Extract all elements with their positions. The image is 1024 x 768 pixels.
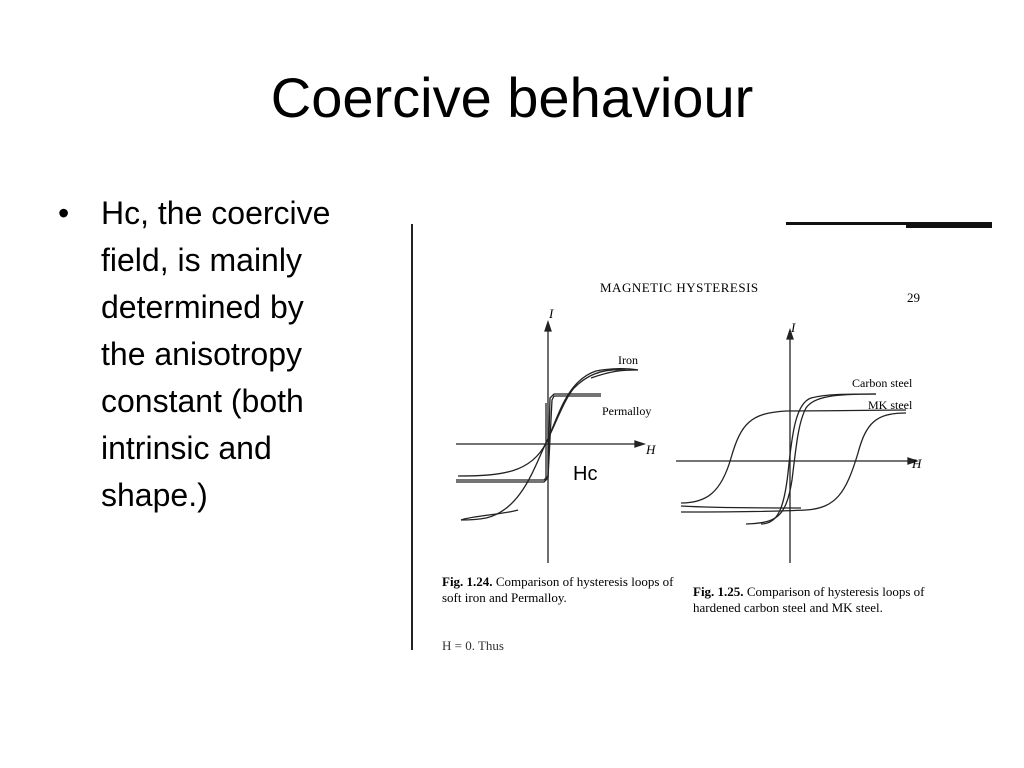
- caption-text-line: Comparison of hysteresis loops of: [495, 574, 674, 589]
- slide-title: Coercive behaviour: [270, 66, 754, 129]
- left-y-axis-label: I: [549, 306, 554, 321]
- caption-text-line: Comparison of hysteresis loops of: [746, 584, 925, 599]
- permalloy-label: Permalloy: [602, 404, 652, 418]
- bullet-line: determined by: [101, 289, 304, 325]
- right-x-axis-label: H: [912, 456, 922, 471]
- scanned-figure: [406, 218, 992, 650]
- caption-fig-number: Fig. 1.25.: [693, 584, 744, 599]
- caption-fig-1-25: [693, 584, 983, 616]
- left-x-arrow: [635, 441, 644, 447]
- bullet-line: constant (both: [101, 383, 304, 419]
- bullet-marker: •: [58, 195, 70, 231]
- bullet-text: [101, 190, 401, 519]
- carbon-steel-label: Carbon steel: [852, 376, 913, 390]
- caption-text-line: hardened carbon steel and MK steel.: [693, 600, 883, 615]
- left-x-axis-label: H: [646, 442, 656, 457]
- bullet-line: field, is mainly: [101, 242, 302, 278]
- caption-text-line: soft iron and Permalloy.: [442, 590, 567, 605]
- bullet-line: intrinsic and: [101, 430, 272, 466]
- mk-steel-label: MK steel: [868, 398, 913, 412]
- caption-fig-number: Fig. 1.24.: [442, 574, 493, 589]
- figure-page-number: 29: [907, 290, 920, 305]
- caption-fig-1-24: [442, 574, 682, 606]
- hc-annotation: Hc: [573, 463, 598, 485]
- bullet-line: shape.): [101, 477, 208, 513]
- left-y-arrow: [545, 322, 551, 331]
- cut-off-text: H = 0. Thus: [442, 638, 504, 650]
- right-y-axis-label: I: [791, 320, 796, 335]
- carbon-steel-curve: [761, 394, 876, 524]
- bullet-line: the anisotropy: [101, 336, 303, 372]
- iron-curve-return: [461, 370, 626, 520]
- iron-label: Iron: [618, 353, 638, 367]
- figure-header-title: MAGNETIC HYSTERESIS: [600, 280, 759, 295]
- bullet-line: Hc, the coercive: [101, 195, 331, 231]
